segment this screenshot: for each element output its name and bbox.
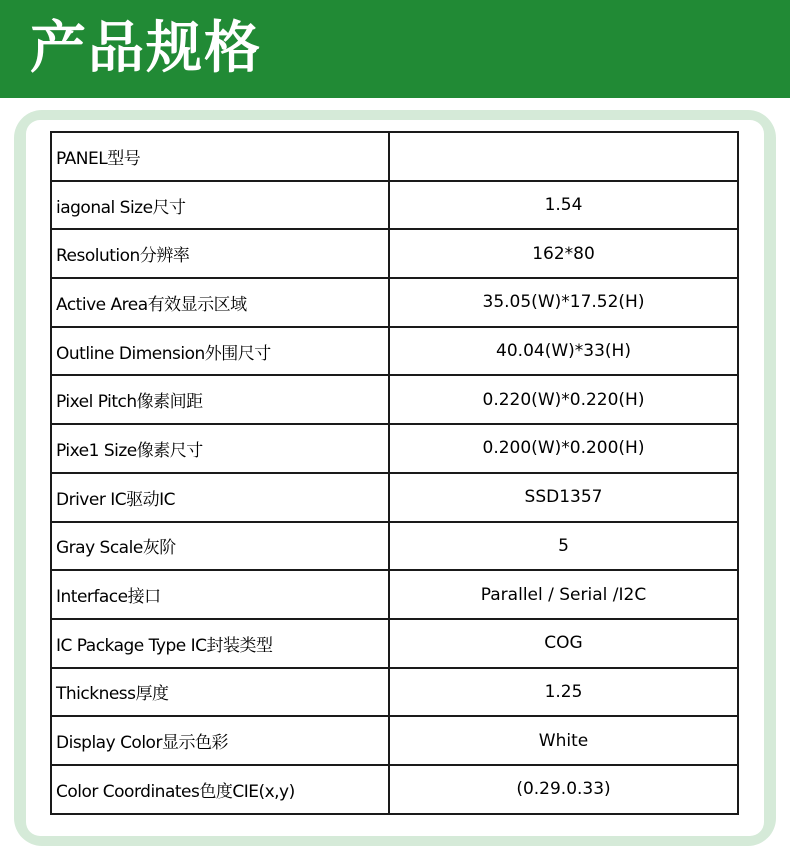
table-row <box>51 522 738 571</box>
spec-label: Resolution分辨率 <box>51 229 389 278</box>
spec-label: Interface接口 <box>51 570 389 619</box>
spec-label: Driver IC驱动IC <box>51 473 389 522</box>
spec-label: Color Coordinates色度CIE(x,y) <box>51 765 389 814</box>
spec-label: Pixel Pitch像素间距 <box>51 375 389 424</box>
spec-label: Outline Dimension外围尺寸 <box>51 327 389 376</box>
spec-label: Gray Scale灰阶 <box>51 522 389 571</box>
table-row <box>51 181 738 230</box>
spec-label: IC Package Type IC封装类型 <box>51 619 389 668</box>
table-row <box>51 668 738 717</box>
spec-value: 5 <box>389 522 738 571</box>
header-banner <box>0 0 790 98</box>
table-row <box>51 570 738 619</box>
spec-value: 1.25 <box>389 668 738 717</box>
spec-value: 40.04(W)*33(H) <box>389 327 738 376</box>
spec-value: 35.05(W)*17.52(H) <box>389 278 738 327</box>
table-row <box>51 229 738 278</box>
table-row <box>51 132 738 181</box>
table-row <box>51 473 738 522</box>
table-row <box>51 619 738 668</box>
spec-value: White <box>389 716 738 765</box>
table-row <box>51 716 738 765</box>
table-row <box>51 327 738 376</box>
table-row <box>51 424 738 473</box>
spec-value: 0.220(W)*0.220(H) <box>389 375 738 424</box>
spec-label: Display Color显示色彩 <box>51 716 389 765</box>
spec-value: (0.29.0.33) <box>389 765 738 814</box>
spec-value: COG <box>389 619 738 668</box>
spec-table <box>50 131 739 815</box>
table-row <box>51 278 738 327</box>
spec-label: PANEL型号 <box>51 132 389 181</box>
spec-value: 162*80 <box>389 229 738 278</box>
spec-value: 1.54 <box>389 181 738 230</box>
spec-label: iagonal Size尺寸 <box>51 181 389 230</box>
page-title: 产品规格 <box>30 16 262 81</box>
spec-value: SSD1357 <box>389 473 738 522</box>
table-row <box>51 765 738 814</box>
spec-value: Parallel / Serial /I2C <box>389 570 738 619</box>
spec-value <box>389 132 738 181</box>
spec-label: Thickness厚度 <box>51 668 389 717</box>
spec-label: Pixe1 Size像素尺寸 <box>51 424 389 473</box>
table-row <box>51 375 738 424</box>
spec-label: Active Area有效显示区域 <box>51 278 389 327</box>
spec-value: 0.200(W)*0.200(H) <box>389 424 738 473</box>
